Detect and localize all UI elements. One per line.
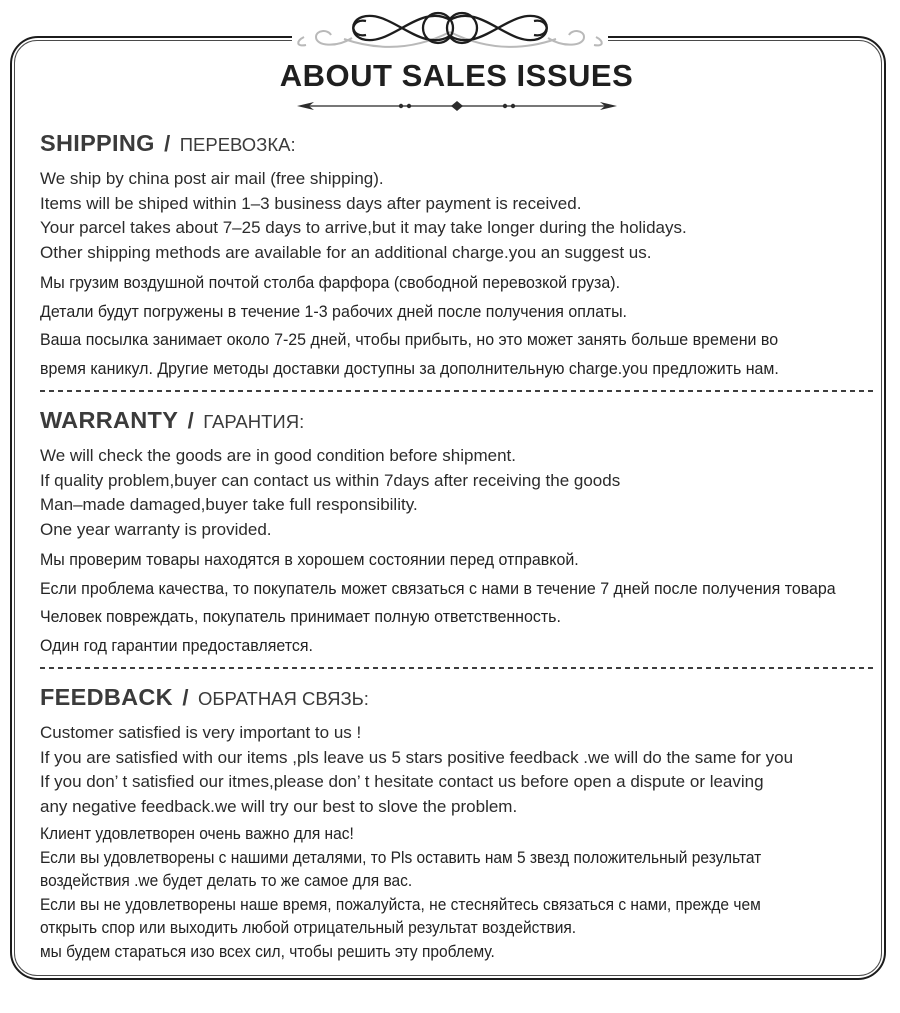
feedback-heading-en: FEEDBACK [40, 684, 173, 710]
text-line: Если вы удовлетворены с нашими деталями, то Pls оставить нам 5 звезд положительный результат [40, 848, 762, 867]
text-line: Клиент удовлетворен очень важно для нас! [40, 825, 354, 843]
text-line: время каникул. Другие методы доставки доступны за дополнительную charge.you предложить нам. [40, 358, 779, 378]
shipping-heading-ru: ПЕРЕВОЗКА: [179, 134, 296, 155]
section-feedback [40, 683, 873, 964]
feedback-russian-paragraph [40, 823, 873, 964]
feedback-english-paragraph [40, 721, 873, 819]
text-line: открыть спор или выходить любой отрицательный результат воздействия. [40, 919, 577, 937]
text-line: Если вы не удовлетворены наше время, пожалуйста, не стесняйтесь связаться с нами, прежде чем [40, 895, 761, 914]
title-underline-icon [296, 98, 618, 114]
section-shipping [40, 129, 873, 383]
warranty-heading [40, 406, 873, 438]
text-line: Если проблема качества, то покупатель может связаться с нами в течение 7 дней после получения товара [40, 578, 836, 598]
page-content [40, 36, 873, 964]
text-line: Man–made damaged,buyer take full responsibility. [40, 495, 418, 514]
text-line: Your parcel takes about 7–25 days to arrive,but it may take longer during the holidays. [40, 218, 687, 237]
text-line: If you are satisfied with our items ,pls leave us 5 stars positive feedback .we will do the same for you [40, 747, 794, 767]
text-line: Детали будут погружены в течение 1-3 рабочих дней после получения оплаты. [40, 301, 628, 321]
shipping-heading-en: SHIPPING [40, 130, 155, 156]
text-line: Ваша посылка занимает около 7-25 дней, чтобы прибыть, но это может занять больше времени во [40, 330, 779, 349]
shipping-english-paragraph [40, 167, 873, 265]
text-line: Customer satisfied is very important to us ! [40, 723, 362, 742]
warranty-heading-ru: ГАРАНТИЯ: [203, 411, 305, 432]
heading-separator: / [182, 685, 189, 710]
warranty-english-paragraph [40, 444, 873, 542]
text-line: any negative feedback.we will try our best to slove the problem. [40, 796, 518, 816]
text-line: Items will be shiped within 1–3 business days after payment is received. [40, 193, 582, 213]
text-line: мы будем стараться изо всех сил, чтобы решить эту проблему. [40, 942, 495, 961]
shipping-heading [40, 129, 873, 161]
text-line: If quality problem,buyer can contact us within 7days after receiving the goods [40, 470, 621, 490]
text-line: Человек повреждать, покупатель принимает полную ответственность. [40, 607, 561, 626]
calligraphic-flourish-icon [292, 4, 608, 56]
feedback-heading-ru: ОБРАТНАЯ СВЯЗЬ: [198, 688, 369, 709]
section-warranty [40, 406, 873, 660]
text-line: Мы грузим воздушной почтой столба фарфора (свободной перевозкой груза). [40, 273, 621, 292]
text-line: воздействия .we будет делать то же самое для вас. [40, 872, 413, 890]
heading-separator: / [164, 131, 171, 156]
feedback-heading [40, 683, 873, 715]
page-title: ABOUT SALES ISSUES [279, 58, 634, 93]
text-line: We will check the goods are in good condition before shipment. [40, 446, 516, 465]
shipping-russian-paragraph [40, 269, 873, 383]
text-line: Other shipping methods are available for an additional charge.you an suggest us. [40, 242, 652, 262]
text-line: If you don’ t satisfied our itmes,please don’ t hesitate contact us before open a dispute or leaving [40, 772, 764, 791]
warranty-heading-en: WARRANTY [40, 407, 179, 433]
warranty-russian-paragraph [40, 546, 873, 660]
text-line: One year warranty is provided. [40, 519, 272, 539]
text-line: Один год гарантии предоставляется. [40, 635, 313, 655]
dashed-divider [40, 667, 873, 669]
dashed-divider [40, 390, 873, 392]
heading-separator: / [187, 408, 194, 433]
text-line: Мы проверим товары находятся в хорошем состоянии перед отправкой. [40, 550, 579, 569]
text-line: We ship by china post air mail (free shipping). [40, 169, 384, 188]
